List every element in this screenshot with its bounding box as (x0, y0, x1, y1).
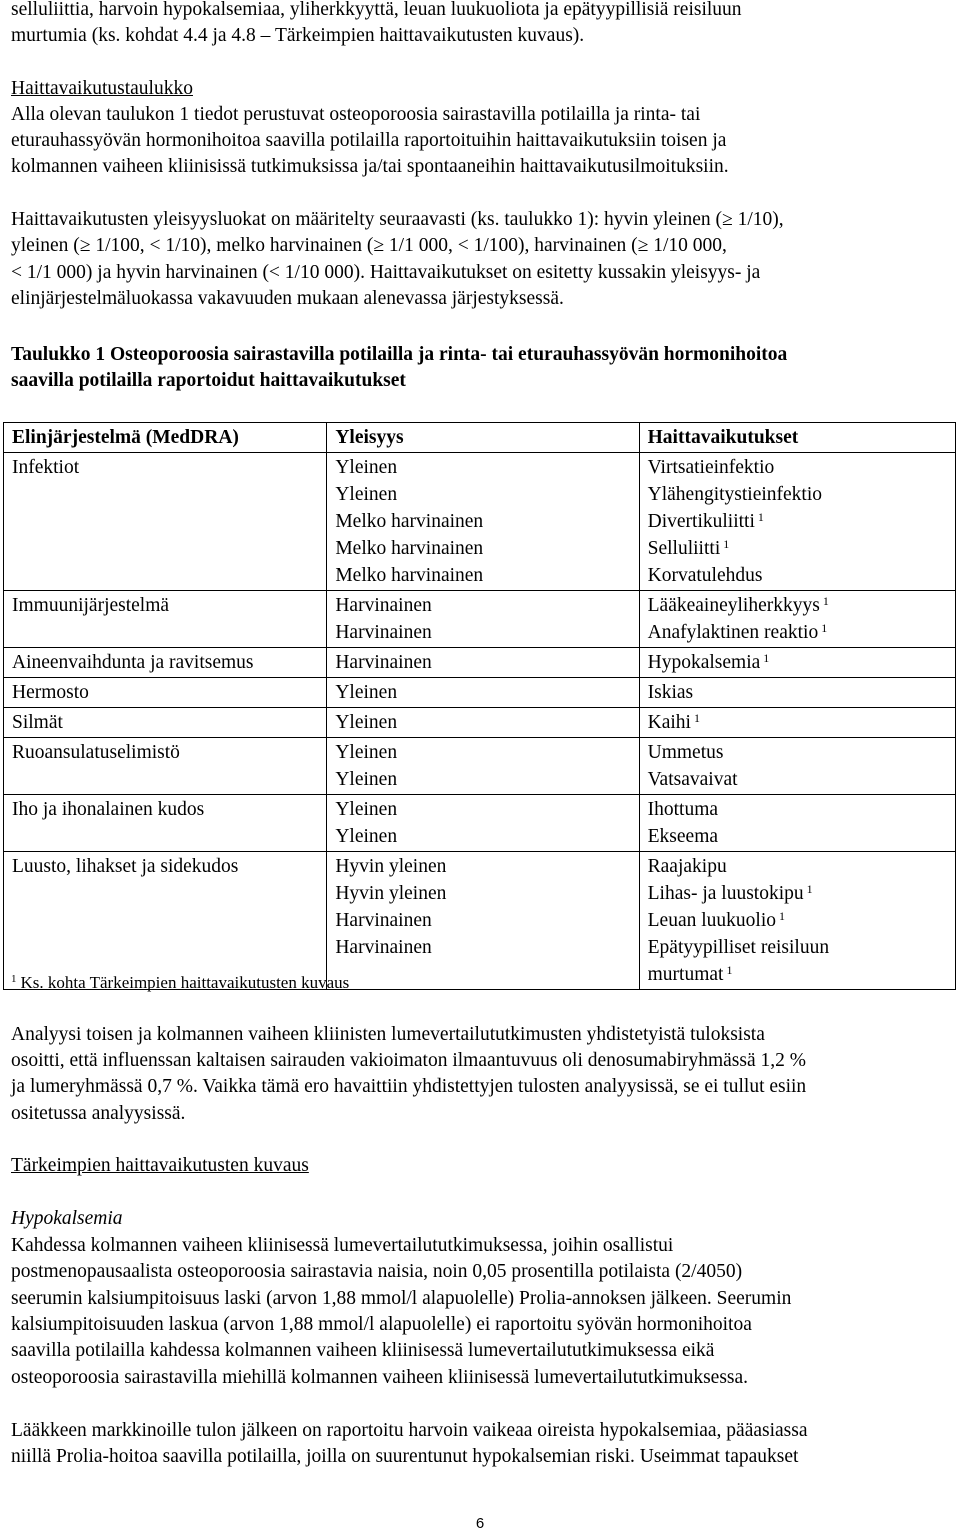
reaction-footnote-mark: 1 (822, 594, 829, 608)
frequency-cell (327, 795, 639, 852)
frequency-cell (327, 453, 639, 591)
organ-class-name: Hermosto (12, 682, 89, 703)
footnote-text: Ks. kohta Tärkeimpien haittavaikutusten kuvaus (20, 973, 350, 992)
description-heading: Tärkeimpien haittavaikutusten kuvaus (11, 1155, 309, 1176)
organ-class-cell (4, 678, 327, 708)
reaction-item (648, 535, 947, 562)
table-section-line: Alla olevan taulukon 1 tiedot perustuvat osteoporoosia sairastavilla potilailla ja rinta- tai (11, 104, 701, 125)
reaction-footnote-mark: 1 (806, 882, 813, 896)
frequency-cell (327, 591, 639, 648)
reactions-cell (639, 708, 955, 738)
organ-class-cell (4, 453, 327, 591)
reactions-cell (639, 591, 955, 648)
reactions-cell (639, 795, 955, 852)
organ-class-cell (4, 795, 327, 852)
reactions-cell (639, 648, 955, 678)
frequency-value: Hyvin yleinen (335, 856, 447, 877)
footnote-mark: 1 (11, 973, 17, 985)
frequency-cell (327, 738, 639, 795)
reaction-name: Selluliitti (647, 538, 721, 559)
reaction-item (648, 649, 947, 676)
hypocalcemia-heading: Hypokalsemia (11, 1208, 123, 1229)
frequency-line: elinjärjestelmäluokassa vakavuuden mukaan alenevassa järjestyksessä. (11, 288, 564, 309)
table-row (4, 708, 956, 738)
organ-class-cell (4, 738, 327, 795)
frequency-value: Hyvin yleinen (335, 883, 447, 904)
reaction-item (648, 709, 947, 736)
organ-class-cell (4, 591, 327, 648)
organ-class-cell (4, 708, 327, 738)
header-reactions: Haittavaikutukset (639, 423, 955, 453)
table-caption: saavilla potilailla raportoidut haittavaikutukset (11, 370, 406, 391)
hypocalcemia-line: osteoporoosia sairastavilla miehillä kolmannen vaiheen kliinisessä lumevertailututkimuksessa. (11, 1367, 749, 1388)
reactions-cell (639, 852, 955, 990)
frequency-value: Yleinen (335, 682, 398, 703)
reaction-item (648, 766, 947, 793)
page-number: 6 (475, 1515, 485, 1532)
reaction-item (648, 796, 947, 823)
frequency-value: Yleinen (335, 769, 398, 790)
reaction-name: murtumat (647, 964, 724, 985)
frequency-value: Yleinen (335, 484, 398, 505)
frequency-value: Yleinen (335, 457, 398, 478)
table-row (4, 795, 956, 852)
analysis-line: Analyysi toisen ja kolmannen vaiheen kliinisten lumevertailututkimusten yhdistetyistä tuloksista (11, 1024, 765, 1045)
reaction-name: Ummetus (647, 742, 724, 763)
reaction-name: Vatsavaivat (647, 769, 738, 790)
reaction-name: Ekseema (647, 826, 719, 847)
hypocalcemia-line: postmenopausaalista osteoporoosia sairastavia naisia, noin 0,05 prosentilla potilaista (2/4050) (11, 1261, 743, 1282)
frequency-line: Haittavaikutusten yleisyysluokat on määritelty seuraavasti (ks. taulukko 1): hyvin yleinen (≥ 1/10), (11, 209, 784, 230)
reaction-name: Ihottuma (647, 799, 719, 820)
frequency-value: Yleinen (335, 742, 398, 763)
reaction-name: Lihas- ja luustokipu (647, 883, 804, 904)
frequency-value: Yleinen (335, 712, 398, 733)
organ-class-cell (4, 852, 327, 990)
reaction-footnote-mark: 1 (723, 537, 730, 551)
reaction-item (648, 880, 947, 907)
hypocalcemia-line: saavilla potilailla kahdessa kolmannen vaiheen kliinisessä lumevertailututkimuksessa eikä (11, 1340, 715, 1361)
reaction-name: Virtsatieinfektio (647, 457, 775, 478)
reaction-item (648, 934, 947, 961)
reaction-name: Epätyypilliset reisiluun (647, 937, 830, 958)
table-section-line: kolmannen vaiheen kliinisissä tutkimuksissa ja/tai spontaaneihin haittavaikutusilmoituksiin. (11, 156, 729, 177)
reaction-item (648, 508, 947, 535)
organ-class-name: Ruoansulatuselimistö (12, 742, 180, 763)
analysis-line: ja lumeryhmässä 0,7 %. Vaikka tämä ero havaittiin yhdistettyjen tulosten analyysissä, se ei tullut esiin (11, 1076, 807, 1097)
reaction-item (648, 823, 947, 850)
reaction-name: Divertikuliitti (647, 511, 755, 532)
reaction-name: Korvatulehdus (647, 565, 763, 586)
reaction-name: Anafylaktinen reaktio (647, 622, 819, 643)
reaction-item (648, 853, 947, 880)
reaction-item (648, 907, 947, 934)
reaction-name: Iskias (647, 682, 694, 703)
hypocalcemia-line: Kahdessa kolmannen vaiheen kliinisessä lumevertailututkimuksessa, joihin osallistui (11, 1235, 674, 1256)
reaction-name: Kaihi (647, 712, 691, 733)
table-footnote (11, 972, 349, 994)
frequency-value: Melko harvinainen (335, 538, 484, 559)
frequency-value: Harvinainen (335, 910, 432, 931)
reaction-name: Leuan luukuolio (647, 910, 776, 931)
reaction-item (648, 619, 947, 646)
organ-class-name: Aineenvaihdunta ja ravitsemus (12, 652, 254, 673)
frequency-line: yleinen (≥ 1/100, < 1/10), melko harvinainen (≥ 1/1 000, < 1/100), harvinainen (≥ 1/10 000, (11, 235, 727, 256)
adverse-reactions-table (3, 422, 956, 990)
frequency-cell (327, 678, 639, 708)
reaction-item (648, 739, 947, 766)
frequency-cell (327, 852, 639, 990)
frequency-value: Yleinen (335, 826, 398, 847)
reaction-item (648, 592, 947, 619)
reaction-item (648, 481, 947, 508)
frequency-line: < 1/1 000) ja hyvin harvinainen (< 1/10 000). Haittavaikutukset on esitetty kussakin yleisyys- ja (11, 262, 761, 283)
frequency-value: Harvinainen (335, 595, 432, 616)
table-row (4, 678, 956, 708)
table-section-heading: Haittavaikutustaulukko (11, 78, 193, 99)
analysis-line: osoitti, että influenssan kaltaisen sairauden vakioimaton ilmaantuvuus oli denosumabiryhmässä 1,2 % (11, 1050, 807, 1071)
frequency-value: Yleinen (335, 799, 398, 820)
table-body (4, 453, 956, 990)
frequency-value: Melko harvinainen (335, 565, 484, 586)
reaction-item (648, 679, 947, 706)
reaction-name: Ylähengitystieinfektio (647, 484, 823, 505)
header-frequency: Yleisyys (327, 423, 639, 453)
reaction-footnote-mark: 1 (726, 963, 733, 977)
table-row (4, 591, 956, 648)
reactions-cell (639, 738, 955, 795)
hypocalcemia-line: seerumin kalsiumpitoisuus laski (arvon 1,88 mmol/l alapuolelle) Prolia-annoksen jälkeen. Seerumin (11, 1288, 792, 1309)
frequency-value (335, 961, 630, 988)
table-caption: Taulukko 1 Osteoporoosia sairastavilla potilailla ja rinta- tai eturauhassyövän hormonihoitoa (11, 344, 788, 365)
organ-class-name: Luusto, lihakset ja sidekudos (12, 856, 239, 877)
table-row (4, 453, 956, 591)
table-section-line: eturauhassyövän hormonihoitoa saavilla potilailla raportoituihin haittavaikutuksiin toisen ja (11, 130, 727, 151)
table-row (4, 648, 956, 678)
intro-line: selluliittia, harvoin hypokalsemiaa, yliherkkyyttä, leuan luukuoliota ja epätyypillisiä reisiluun (11, 0, 742, 20)
table-row (4, 738, 956, 795)
frequency-cell (327, 648, 639, 678)
reaction-name: Hypokalsemia (647, 652, 761, 673)
reaction-footnote-mark: 1 (763, 651, 770, 665)
organ-class-cell (4, 648, 327, 678)
reaction-name: Lääkeaineyliherkkyys (647, 595, 820, 616)
hypocalcemia-line: kalsiumpitoisuuden laskua (arvon 1,88 mmol/l alapuolelle) ei raportoitu syövän hormonihoitoa (11, 1314, 752, 1335)
reaction-item (648, 454, 947, 481)
organ-class-name: Infektiot (12, 457, 80, 478)
frequency-value: Melko harvinainen (335, 511, 484, 532)
post-marketing-line: niillä Prolia-hoitoa saavilla potilailla, joilla on suurentunut hypokalsemian riski. Useimmat tapaukset (11, 1446, 799, 1467)
frequency-value: Harvinainen (335, 622, 432, 643)
reaction-item (648, 562, 947, 589)
reaction-item (648, 961, 947, 988)
reaction-name: Raajakipu (647, 856, 727, 877)
reactions-cell (639, 678, 955, 708)
reaction-footnote-mark: 1 (757, 510, 764, 524)
table-row (4, 852, 956, 990)
analysis-line: ositetussa analyysissä. (11, 1103, 186, 1124)
post-marketing-line: Lääkkeen markkinoille tulon jälkeen on raportoitu harvoin vaikeaa oireista hypokalsemiaa, pääasiassa (11, 1420, 808, 1441)
organ-class-name: Iho ja ihonalainen kudos (12, 799, 205, 820)
reactions-cell (639, 453, 955, 591)
frequency-value: Harvinainen (335, 937, 432, 958)
reaction-footnote-mark: 1 (779, 909, 785, 923)
organ-class-name: Silmät (12, 712, 63, 733)
organ-class-name: Immuunijärjestelmä (12, 595, 170, 616)
reaction-footnote-mark: 1 (821, 621, 828, 635)
reaction-footnote-mark: 1 (693, 711, 700, 725)
table-header-row (4, 423, 956, 453)
frequency-value: Harvinainen (335, 652, 432, 673)
frequency-cell (327, 708, 639, 738)
header-organ-class: Elinjärjestelmä (MedDRA) (4, 423, 327, 453)
intro-line: murtumia (ks. kohdat 4.4 ja 4.8 – Tärkeimpien haittavaikutusten kuvaus). (11, 25, 585, 46)
